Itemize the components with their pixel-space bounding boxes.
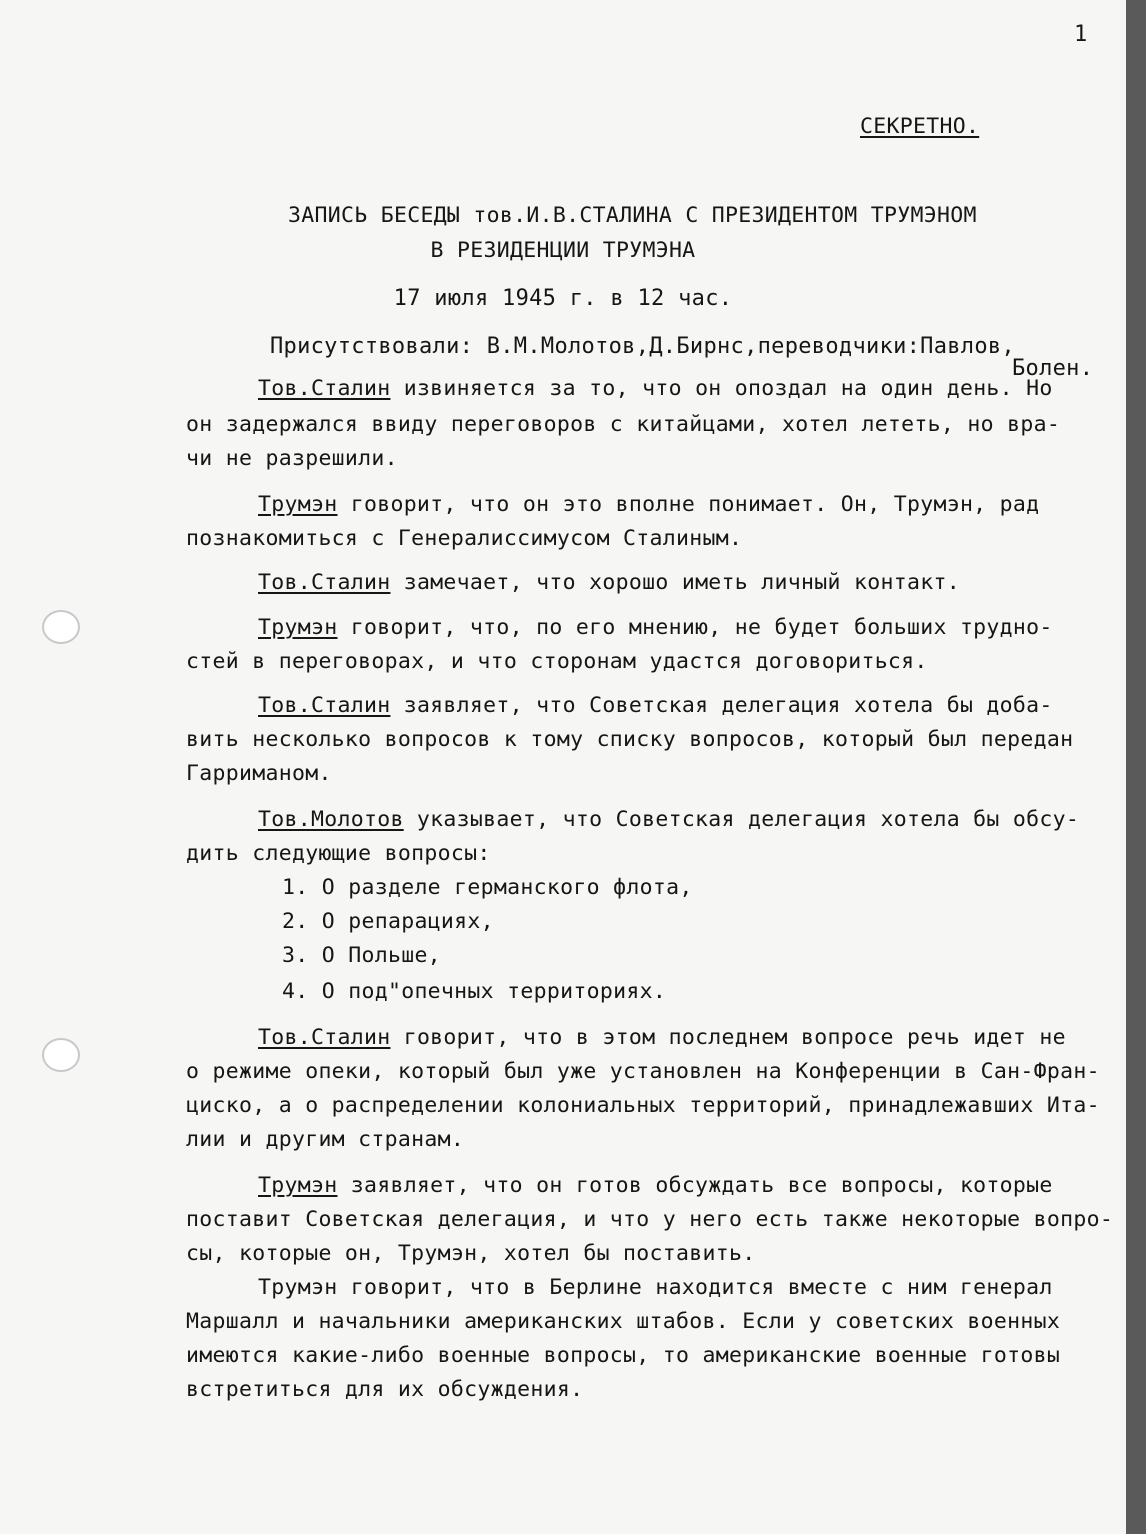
speaker-name: Тов.Сталин: [258, 693, 391, 718]
speaker-name: Тов.Сталин: [258, 570, 391, 595]
paragraph-line: чи не разрешили.: [186, 446, 398, 471]
paragraph-line: [258, 492, 1039, 517]
paragraph-text: заявляет, что он готов обсуждать все вопросы, которые: [337, 1173, 1053, 1198]
paragraph-line: встретиться для их обсуждения.: [186, 1377, 584, 1402]
speaker-name: Тов.Сталин: [258, 376, 391, 401]
paragraph-line: циско, а о распределении колониальных территорий, принадлежавших Ита-: [186, 1093, 1100, 1118]
paragraph-line: он задержался ввиду переговоров с китайцами, хотел лететь, но вра-: [186, 412, 1061, 437]
paragraph-line: вить несколько вопросов к тому списку вопросов, который был передан: [186, 727, 1074, 752]
paragraph-text: извиняется за то, что он опоздал на один день. Но: [390, 376, 1053, 401]
paragraph-text: указывает, что Советская делегация хотела бы обсу-: [403, 807, 1080, 832]
paragraph-line: познакомиться с Генералиссимусом Сталиным.: [186, 526, 743, 551]
paragraph-line: имеются какие-либо военные вопросы, то американские военные готовы: [186, 1343, 1061, 1368]
paragraph-line: о режиме опеки, который был уже установлен на Конференции в Сан-Фран-: [186, 1059, 1100, 1084]
paragraph-line: лии и другим странам.: [186, 1127, 465, 1152]
punch-hole-mark: [42, 610, 80, 644]
list-item: 1. О разделе германского флота,: [282, 875, 693, 900]
classification-mark: СЕКРЕТНО.: [860, 114, 980, 139]
punch-hole-mark: [42, 1038, 80, 1072]
paragraph-line: дить следующие вопросы:: [186, 841, 491, 866]
list-item: 4. О под"опечных территориях.: [282, 979, 667, 1004]
speaker-name: Тов.Молотов: [258, 807, 404, 832]
paragraph-line: [258, 376, 1053, 401]
paragraph-line: [258, 807, 1079, 832]
paragraph-line: сы, которые он, Трумэн, хотел бы поставить.: [186, 1241, 756, 1266]
paragraph-line: Маршалл и начальники американских штабов. Если у советских военных: [186, 1309, 1061, 1334]
document-title-line2: В РЕЗИДЕНЦИИ ТРУМЭНА: [430, 238, 696, 263]
document-title-line1: ЗАПИСЬ БЕСЕДЫ тов.И.В.СТАЛИНА С ПРЕЗИДЕНТОМ ТРУМЭНОМ: [288, 203, 977, 228]
paragraph-text: заявляет, что Советская делегация хотела бы доба-: [390, 693, 1053, 718]
paragraph-text: говорит, что, по его мнению, не будет больших трудно-: [337, 615, 1053, 640]
page-number: 1: [1074, 22, 1088, 47]
list-item: 2. О репарациях,: [282, 909, 494, 934]
speaker-name: Трумэн: [258, 492, 338, 517]
paragraph-line: [258, 615, 1053, 640]
list-item: 3. О Польше,: [282, 943, 441, 968]
scan-edge-shadow: [1126, 0, 1146, 1534]
paragraph-text: говорит, что в этом последнем вопросе речь идет не: [390, 1025, 1066, 1050]
speaker-name: Тов.Сталин: [258, 1025, 391, 1050]
speaker-name: Трумэн: [258, 1173, 338, 1198]
paragraph-text: замечает, что хорошо иметь личный контакт.: [390, 570, 960, 595]
paragraph-text: говорит, что он это вполне понимает. Он, Трумэн, рад: [337, 492, 1040, 517]
speaker-name: Трумэн: [258, 615, 338, 640]
paragraph-line: Трумэн говорит, что в Берлине находится вместе с ним генерал: [258, 1275, 1053, 1300]
meeting-date: 17 июля 1945 г. в 12 час.: [393, 286, 733, 311]
attendees-line: Присутствовали: В.М.Молотов,Д.Бирнс,переводчики:Павлов,: [270, 334, 1015, 359]
paragraph-line: [258, 1173, 1053, 1198]
paragraph-line: [258, 693, 1053, 718]
paragraph-line: [258, 570, 960, 595]
attendees-continuation: Болен.: [1012, 356, 1094, 381]
paragraph-line: поставит Советская делегация, и что у него есть также некоторые вопро-: [186, 1207, 1114, 1232]
paragraph-line: Гарриманом.: [186, 761, 332, 786]
paragraph-line: [258, 1025, 1066, 1050]
paragraph-line: стей в переговорах, и что сторонам удастся договориться.: [186, 649, 928, 674]
